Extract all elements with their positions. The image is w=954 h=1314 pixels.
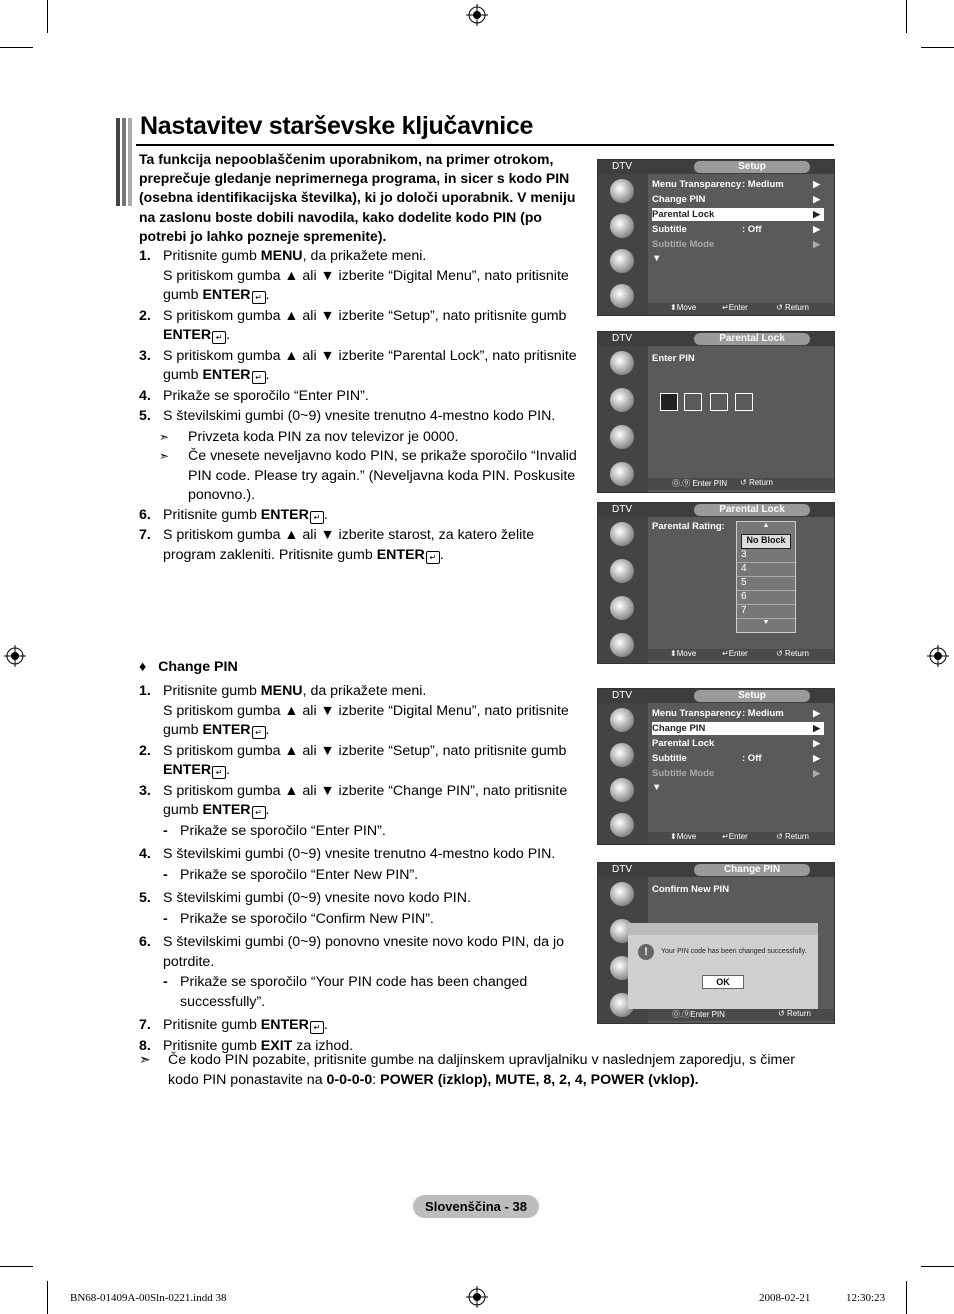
screen-footer (648, 1009, 834, 1021)
confirm-new-pin-label: Confirm New PIN (652, 884, 730, 895)
forgot-pin-note: ➣ Če kodo PIN pozabite, pritisnite gumbe na daljinskem upravljalniku v naslednjem zaporedju, s čimer kodo PIN ponastavite na 0-0-0-0: POWER (izklop), MUTE, 8, 2, 4, POWER (vklop). (139, 1052, 795, 1088)
note-invalid-pin: ➣ Če vnesete neveljavno kodo PIN, se prikaže sporočilo “Invalid PIN code. Please try again.” (Neveljavna koda PIN. Poskusite ponovno.). (159, 448, 577, 503)
change-pin-steps (139, 682, 589, 1057)
screen-setup-parental: DTV Setup Menu Transparency : Medium ▶ Change PIN ▶ Parental Lock ▶ Subtitle : Off ▶ Subtitle Mode ▶ ▼ ⬍Move ↵Enter ↺ Return (597, 159, 835, 316)
enter-icon: ↵ (722, 649, 729, 658)
page-title: Nastavitev starševske ključavnice (140, 112, 534, 140)
rating-option[interactable]: 6 (737, 591, 795, 605)
registration-mark-icon (466, 4, 488, 26)
enter-pin-hint: ⓪.⑨ Enter PIN (672, 479, 728, 488)
enter-icon: ↵ (722, 303, 729, 312)
step-4: 4. Prikaže se sporočilo “Enter PIN”. (139, 387, 369, 404)
sound-icon (610, 214, 634, 238)
return-icon: ↺ (776, 303, 783, 312)
return-hint: ↺ Return (776, 832, 809, 841)
scroll-down-icon: ▼ (652, 782, 662, 793)
screen-footer (648, 832, 834, 844)
move-icon: ⬍ (670, 832, 677, 841)
setup-icon (610, 778, 634, 802)
cp-step-5-result: - Prikaže se sporočilo “Confirm New PIN”. (163, 910, 434, 927)
rating-option-selected[interactable]: No Block (741, 534, 791, 549)
cp-step-1: 1. Pritisnite gumb MENU, da prikažete meni. S pritiskom gumba ▲ ali ▼ izberite “Digital Menu”, nato pritisnite gumb ENTER ↵ . (139, 683, 569, 738)
success-dialog (628, 923, 818, 1009)
enter-icon: ↵ (252, 806, 266, 819)
menu-change-pin[interactable]: Change PIN ▶ (652, 722, 824, 735)
page-number-badge: Slovenščina - 38 (413, 1195, 539, 1218)
title-decoration (116, 118, 134, 206)
registration-mark-icon (466, 1286, 488, 1308)
return-icon: ↺ (778, 1009, 785, 1018)
menu-change-pin[interactable]: Change PIN ▶ (652, 194, 820, 205)
note-arrow-icon: ➣ (159, 429, 170, 444)
enter-icon: ↵ (212, 766, 226, 779)
picture-icon (610, 179, 634, 203)
note-arrow-icon: ➣ (139, 1052, 151, 1068)
setup-icon (610, 249, 634, 273)
screen-parental-rating: DTV Parental Lock Parental Rating: ▲ No Block 3 4 5 6 7 ▼ ⬍Move ↵Enter ↺ Return (597, 502, 835, 664)
return-icon: ↺ (776, 649, 783, 658)
scroll-up-icon[interactable]: ▲ (762, 522, 770, 529)
enter-hint: ↵Enter (722, 832, 748, 841)
step-5: 5. S številskimi gumbi (0~9) vnesite trenutno 4-mestno kodo PIN. (139, 408, 556, 424)
cp-step-4: 4. S številskimi gumbi (0~9) vnesite trenutno 4-mestno kodo PIN. (139, 846, 556, 862)
scroll-down-icon[interactable]: ▼ (762, 619, 770, 626)
enter-icon: ↵ (722, 832, 729, 841)
enter-icon: ↵ (252, 726, 266, 739)
cp-step-3: 3. S pritiskom gumba ▲ ali ▼ izberite “Change PIN”, nato pritisnite gumb ENTER ↵ . (139, 782, 568, 818)
menu-transparency[interactable]: Menu Transparency : Medium ▶ (652, 179, 820, 190)
menu-subtitle[interactable]: Subtitle : Off ▶ (652, 224, 820, 235)
sound-icon (610, 559, 634, 583)
move-icon: ⬍ (670, 303, 677, 312)
success-message: Your PIN code has been changed successfully. (661, 948, 807, 955)
menu-subtitle[interactable]: Subtitle : Off ▶ (652, 753, 820, 764)
registration-mark-icon (927, 645, 949, 667)
pin-digit-1[interactable] (660, 393, 678, 411)
enter-hint: ↵Enter (722, 649, 748, 658)
screen-enter-pin: DTV Parental Lock Enter PIN ⓪.⑨ Enter PIN ↺ Return (597, 331, 835, 493)
screen-footer (648, 649, 834, 661)
cp-step-6-result: - Prikaže se sporočilo “Your PIN code has been changed successfully”. (163, 974, 528, 1010)
menu-transparency[interactable]: Menu Transparency : Medium ▶ (652, 708, 820, 719)
move-hint: ⬍Move (670, 832, 697, 841)
picture-icon (610, 522, 634, 546)
return-icon: ↺ (740, 478, 747, 487)
setup-icon (610, 425, 634, 449)
enter-icon: ↵ (212, 331, 226, 344)
input-icon (610, 462, 634, 486)
cp-step-4-result: - Prikaže se sporočilo “Enter New PIN”. (163, 866, 419, 883)
enter-icon: ↵ (310, 1021, 324, 1034)
menu-subtitle-mode[interactable]: Subtitle Mode ▶ (652, 768, 820, 779)
screen-setup-change-pin: DTV Setup Menu Transparency : Medium ▶ Change PIN ▶ Parental Lock ▶ Subtitle : Off ▶ Subtitle Mode ▶ ▼ ⬍Move ↵Enter ↺ Return (597, 688, 835, 845)
return-hint: ↺ Return (740, 478, 773, 487)
step-2: 2. S pritiskom gumba ▲ ali ▼ izberite “Setup”, nato pritisnite gumb ENTER ↵ . (139, 307, 567, 343)
return-hint: ↺ Return (776, 303, 809, 312)
sound-icon (610, 743, 634, 767)
input-icon (610, 633, 634, 657)
cp-step-8: 8. Pritisnite gumb EXIT za izhod. (139, 1037, 354, 1054)
rating-option[interactable]: 3 (737, 549, 795, 563)
input-icon (610, 813, 634, 837)
info-icon: ! (638, 944, 654, 960)
parental-lock-steps (139, 247, 589, 566)
note-default-pin: ➣ Privzeta koda PIN za nov televizor je 0000. (139, 428, 589, 448)
cp-step-3-result: - Prikaže se sporočilo “Enter PIN”. (163, 822, 386, 839)
rating-option[interactable]: 4 (737, 563, 795, 577)
enter-icon: ↵ (310, 511, 324, 524)
step-6: 6. Pritisnite gumb ENTER ↵ . (139, 506, 328, 523)
time-slug: 12:30:23 (846, 1292, 886, 1304)
step-7: 7. S pritiskom gumba ▲ ali ▼ izberite starost, za katero želite program zakleniti. Pritisnite gumb ENTER ↵ . (139, 527, 535, 563)
picture-icon (610, 708, 634, 732)
cp-step-6: 6. S številskimi gumbi (0~9) ponovno vnesite novo kodo PIN, da jo potrdite. (139, 934, 565, 970)
screen-footer (648, 478, 834, 490)
ok-button[interactable]: OK (702, 975, 744, 989)
pin-digit-4[interactable] (735, 393, 753, 411)
return-hint: ↺ Return (776, 649, 809, 658)
scroll-down-icon: ▼ (652, 253, 662, 264)
enter-pin-label: Enter PIN (652, 353, 695, 364)
file-slug: BN68-01409A-00Sln-0221.indd 38 (70, 1292, 227, 1304)
intro-paragraph: Ta funkcija nepooblaščenim uporabnikom, na primer otrokom, preprečuje gledanje neprimernega programa, in sicer s kodo PIN (osebna identifikacijska številka), ki jo določi uporabnik. V meniju na zaslonu boste dobili navodila, kako dodelite kodo PIN (po potrebi jo lahko pozneje spremenite). (139, 151, 576, 244)
cp-step-2: 2. S pritiskom gumba ▲ ali ▼ izberite “Setup”, nato pritisnite gumb ENTER ↵ . (139, 742, 567, 778)
registration-mark-icon (4, 645, 26, 667)
date-slug: 2008-02-21 (759, 1292, 811, 1304)
menu-parental-lock[interactable]: Parental Lock ▶ (652, 738, 820, 749)
move-icon: ⬍ (670, 649, 677, 658)
screen-footer (648, 303, 834, 315)
cp-step-5: 5. S številskimi gumbi (0~9) vnesite novo kodo PIN. (139, 890, 471, 906)
enter-icon: ↵ (252, 371, 266, 384)
rating-option[interactable]: 5 (737, 577, 795, 591)
menu-subtitle-mode[interactable]: Subtitle Mode ▶ (652, 239, 820, 250)
pin-digit-2[interactable] (684, 393, 702, 411)
picture-icon (610, 351, 634, 375)
screen-change-pin-confirm: DTV Change PIN Confirm New PIN ! Your PIN code has been changed successfully. OK ⓪.⑨Enter PIN ↺ Return (597, 862, 835, 1024)
picture-icon (610, 882, 634, 906)
enter-icon: ↵ (252, 291, 266, 304)
sound-icon (610, 388, 634, 412)
cp-step-7: 7. Pritisnite gumb ENTER ↵ . (139, 1017, 328, 1033)
move-hint: ⬍Move (670, 649, 697, 658)
enter-pin-hint: ⓪.⑨Enter PIN (672, 1010, 725, 1019)
bullet-icon: ♦ (139, 659, 147, 675)
enter-hint: ↵Enter (722, 303, 748, 312)
enter-icon: ↵ (426, 551, 440, 564)
title-divider (136, 144, 834, 146)
return-icon: ↺ (776, 832, 783, 841)
move-hint: ⬍Move (670, 303, 697, 312)
change-pin-heading: ♦ Change PIN (139, 659, 238, 675)
rating-list[interactable] (736, 521, 796, 633)
step-3: 3. S pritiskom gumba ▲ ali ▼ izberite “Parental Lock”, nato pritisnite gumb ENTER ↵ . (139, 347, 577, 383)
parental-rating-label: Parental Rating: (652, 521, 725, 532)
menu-parental-lock[interactable]: Parental Lock ▶ (652, 208, 824, 221)
setup-icon (610, 596, 634, 620)
return-hint: ↺ Return (778, 1009, 811, 1018)
note-arrow-icon: ➣ (159, 449, 170, 463)
rating-option[interactable]: 7 (737, 605, 795, 619)
input-icon (610, 284, 634, 308)
pin-digit-3[interactable] (710, 393, 728, 411)
step-1: 1. Pritisnite gumb MENU, da prikažete meni. S pritiskom gumba ▲ ali ▼ izberite “Digital Menu”, nato pritisnite gumb ENTER ↵ . (139, 248, 569, 303)
